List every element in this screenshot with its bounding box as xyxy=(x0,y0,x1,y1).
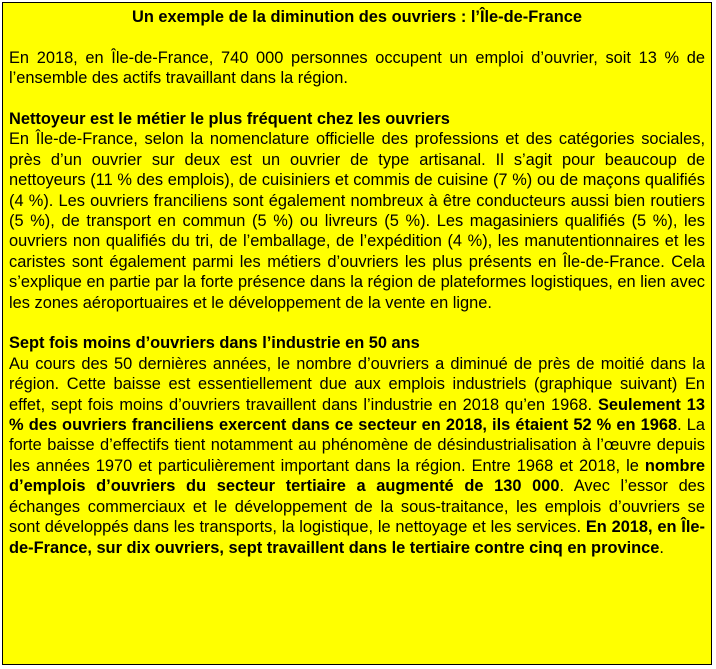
section2-highlight-1: Seulement 13 % des ouvriers franciliens exercent dans ce secteur en 2018, ils étaient 52 % en 1968 xyxy=(9,395,705,435)
spacer xyxy=(9,313,705,333)
document-title: Un exemple de la diminution des ouvriers : l’Île-de-France xyxy=(132,8,582,26)
section2-body xyxy=(9,354,705,558)
section1-body: En Île-de-France, selon la nomenclature officielle des professions et des catégories sociales, près d’un ouvrier sur deux est un ouvrier de type artisanal. Il s’agit pour beaucoup de nettoyeurs (11 % des emplois), de cuisiniers et commis de cuisine (7 %) ou de maçons qualifiés (4 %). Les ouvriers franciliens sont également nombreux à être conducteurs aussi bien routiers (5 %), de transport en commun (5 %) ou livreurs (5 %). Les magasiniers qualifiés (5 %), les ouvriers non qualifiés du tri, de l’emballage, de l’expédition (4 %), les manutentionnaires et les caristes sont également parmi les métiers d’ouvriers les plus présents en Île-de-France. Cela s’explique en partie par la forte présence dans la région de plateformes logistiques, en lien avec les zones aéroportuaires et le développement de la vente en ligne. xyxy=(9,130,705,312)
section2-highlight-3: En 2018, en Île-de-France, sur dix ouvriers, sept travaillent dans le tertiaire contre cinq en province xyxy=(9,518,705,557)
section2-text-4: . xyxy=(659,538,664,557)
section2-text-2: . La forte baisse d’effectifs tient notamment au phénomène de désindustrialisation à l’œuvre depuis les années 1970 et particulièrement important dans la région. Entre 1968 et 2018, le xyxy=(9,416,705,475)
spacer xyxy=(9,27,705,47)
intro-paragraph: En 2018, en Île-de-France, 740 000 personnes occupent un emploi d’ouvrier, soit 13 % de l’ensemble des actifs travaillant dans la région. xyxy=(9,48,705,88)
section1-heading: Nettoyeur est le métier le plus fréquent chez les ouvriers xyxy=(9,110,450,128)
section2-text-3: . Avec l’essor des échanges commerciaux et le développement de la sous-traitance, les emplois d’ouvriers se sont développés dans les transports, la logistique, le nettoyage et les services. xyxy=(9,477,705,537)
section2-heading: Sept fois moins d’ouvriers dans l’industrie en 50 ans xyxy=(9,334,420,353)
section2-highlight-2: nombre d’emplois d’ouvriers du secteur tertiaire a augmenté de 130 000 xyxy=(9,456,705,496)
text-box xyxy=(2,2,712,665)
spacer xyxy=(9,89,705,109)
section2-text-1: Au cours des 50 dernières années, le nombre d’ouvriers a diminué de près de moitié dans la région. Cette baisse est essentiellement due aux emplois industriels (graphique suivant) En effet, sept fois moins d’ouvriers travaillent dans l’industrie en 2018 qu’en 1968. xyxy=(9,354,705,414)
